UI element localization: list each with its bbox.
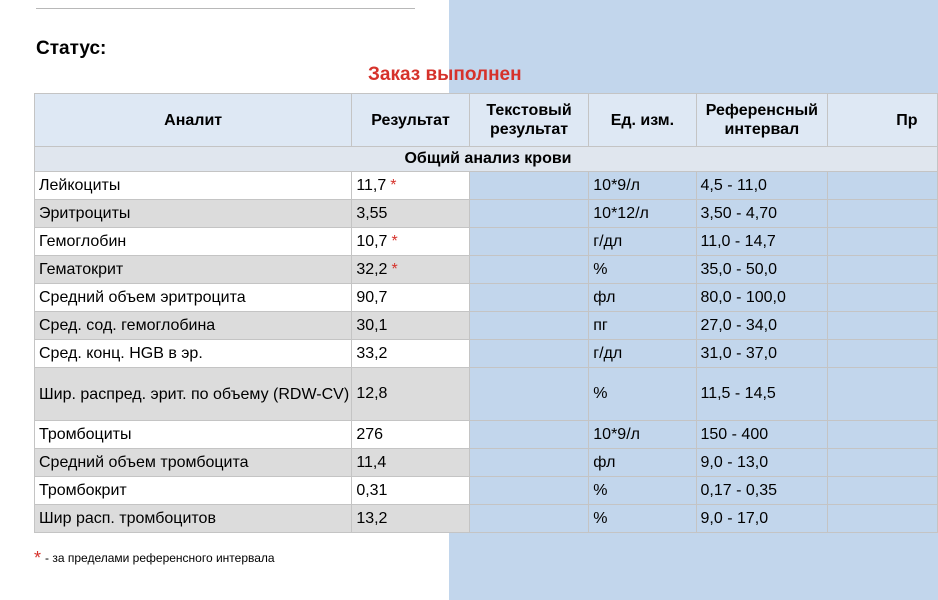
unit-cell: фл (589, 449, 696, 477)
result-value: 11,7 (356, 176, 387, 194)
analyte-cell: Эритроциты (35, 200, 352, 228)
col-header-unit: Ед. изм. (589, 94, 696, 147)
reference-cell: 4,5 - 11,0 (696, 172, 828, 200)
text-result-cell (469, 368, 589, 421)
results-table (34, 93, 938, 533)
result-cell (352, 312, 469, 340)
note-cell (828, 312, 938, 340)
out-of-range-flag-icon: * (391, 232, 398, 250)
text-result-cell (469, 505, 589, 533)
note-cell (828, 284, 938, 312)
analyte-cell: Средний объем тромбоцита (35, 449, 352, 477)
note-cell (828, 200, 938, 228)
analyte-cell: Гемоглобин (35, 228, 352, 256)
result-value: 12,8 (356, 385, 388, 402)
table-row (35, 368, 938, 421)
unit-cell: % (589, 368, 696, 421)
note-cell (828, 340, 938, 368)
text-result-cell (469, 284, 589, 312)
col-header-note: Пр (828, 94, 938, 147)
table-row (35, 256, 938, 284)
result-value: 33,2 (356, 344, 388, 362)
reference-cell: 80,0 - 100,0 (696, 284, 828, 312)
top-divider (36, 8, 415, 9)
reference-cell: 35,0 - 50,0 (696, 256, 828, 284)
note-cell (828, 172, 938, 200)
text-result-cell (469, 172, 589, 200)
reference-cell: 150 - 400 (696, 421, 828, 449)
text-result-cell (469, 228, 589, 256)
table-row (35, 284, 938, 312)
result-cell (352, 505, 469, 533)
reference-cell: 9,0 - 17,0 (696, 505, 828, 533)
note-cell (828, 256, 938, 284)
text-result-cell (469, 340, 589, 368)
unit-cell: % (589, 505, 696, 533)
unit-cell: 10*9/л (589, 172, 696, 200)
text-result-cell (469, 312, 589, 340)
note-cell (828, 449, 938, 477)
reference-cell: 0,17 - 0,35 (696, 477, 828, 505)
result-cell (352, 284, 469, 312)
reference-cell: 11,5 - 14,5 (696, 368, 828, 421)
result-value: 0,31 (356, 481, 388, 499)
unit-cell: пг (589, 312, 696, 340)
unit-cell: 10*9/л (589, 421, 696, 449)
status-label: Статус: (36, 38, 107, 59)
legend-star-icon: * (34, 548, 42, 568)
note-cell (828, 505, 938, 533)
result-value: 276 (356, 425, 384, 443)
table-row (35, 340, 938, 368)
note-cell (828, 477, 938, 505)
table-row (35, 421, 938, 449)
legend (34, 546, 275, 567)
result-value: 90,7 (356, 288, 388, 306)
analyte-cell: Лейкоциты (35, 172, 352, 200)
unit-cell: 10*12/л (589, 200, 696, 228)
status-value: Заказ выполнен (368, 64, 522, 85)
result-value: 32,2 (356, 260, 388, 278)
table-row (35, 312, 938, 340)
result-cell (352, 340, 469, 368)
reference-cell: 11,0 - 14,7 (696, 228, 828, 256)
analyte-cell: Сред. конц. HGB в эр. (35, 340, 352, 368)
result-value: 30,1 (356, 316, 388, 334)
table-row (35, 477, 938, 505)
reference-cell: 9,0 - 13,0 (696, 449, 828, 477)
analyte-cell: Гематокрит (35, 256, 352, 284)
col-header-result: Результат (352, 94, 469, 147)
table-header-row (35, 94, 938, 147)
col-header-analyte: Аналит (35, 94, 352, 147)
result-cell (352, 477, 469, 505)
result-value: 13,2 (356, 509, 388, 527)
reference-cell: 3,50 - 4,70 (696, 200, 828, 228)
result-cell (352, 368, 469, 421)
analyte-cell: Средний объем эритроцита (35, 284, 352, 312)
text-result-cell (469, 256, 589, 284)
table-row (35, 200, 938, 228)
analyte-cell: Шир расп. тромбоцитов (35, 505, 352, 533)
result-value: 11,4 (356, 453, 387, 471)
result-cell (352, 256, 469, 284)
text-result-cell (469, 421, 589, 449)
table-row (35, 449, 938, 477)
unit-cell: % (589, 477, 696, 505)
text-result-cell (469, 477, 589, 505)
analyte-cell: Тромбокрит (35, 477, 352, 505)
unit-cell: г/дл (589, 228, 696, 256)
section-title: Общий анализ крови (35, 147, 938, 172)
section-row (35, 147, 938, 172)
table-row (35, 228, 938, 256)
legend-text: - за пределами референсного интервала (45, 551, 275, 565)
result-value: 10,7 (356, 232, 388, 250)
col-header-reference: Референсный интервал (696, 94, 828, 147)
result-cell (352, 200, 469, 228)
note-cell (828, 421, 938, 449)
analyte-cell: Шир. распред. эрит. по объему (RDW-CV) (35, 368, 352, 421)
reference-cell: 27,0 - 34,0 (696, 312, 828, 340)
unit-cell: г/дл (589, 340, 696, 368)
note-cell (828, 228, 938, 256)
table-row (35, 172, 938, 200)
text-result-cell (469, 200, 589, 228)
col-header-text-result: Текстовый результат (469, 94, 589, 147)
result-cell (352, 228, 469, 256)
note-cell (828, 368, 938, 421)
result-value: 3,55 (356, 204, 388, 222)
analyte-cell: Сред. сод. гемоглобина (35, 312, 352, 340)
unit-cell: % (589, 256, 696, 284)
table-row (35, 505, 938, 533)
result-cell (352, 421, 469, 449)
out-of-range-flag-icon: * (390, 176, 397, 194)
text-result-cell (469, 449, 589, 477)
unit-cell: фл (589, 284, 696, 312)
out-of-range-flag-icon: * (391, 260, 398, 278)
result-cell (352, 449, 469, 477)
result-cell (352, 172, 469, 200)
reference-cell: 31,0 - 37,0 (696, 340, 828, 368)
analyte-cell: Тромбоциты (35, 421, 352, 449)
